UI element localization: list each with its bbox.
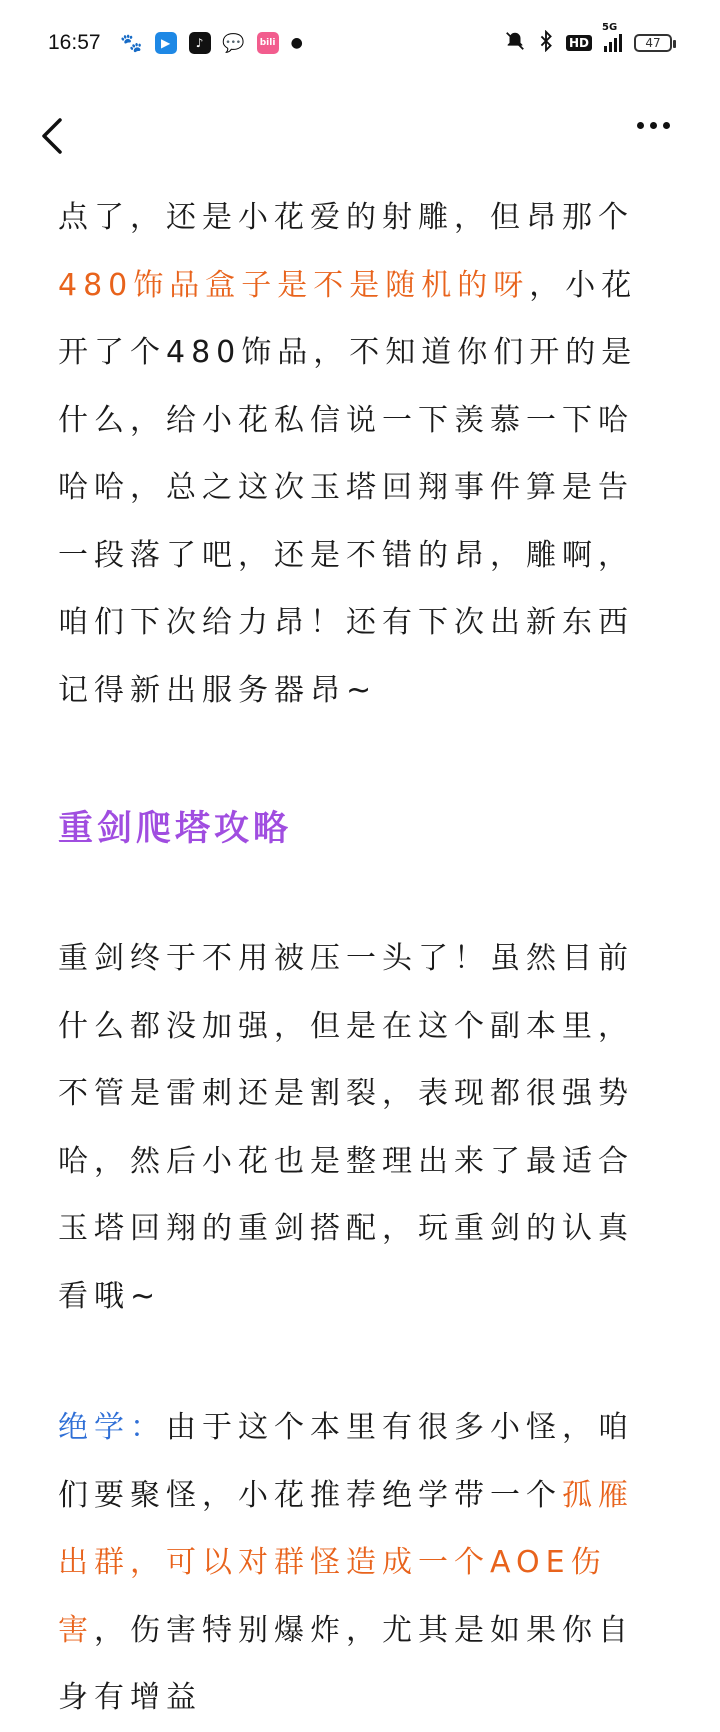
video-app-icon: ▶	[155, 32, 177, 54]
status-time: 16:57	[48, 31, 101, 54]
paragraph-3-text-a: 由于这个本里有很多小怪，咱们要聚怪，小花推荐绝学带一个	[58, 1410, 634, 1513]
more-options-button[interactable]	[637, 122, 670, 129]
baidu-app-icon: 🐾	[120, 32, 143, 54]
paragraph-3-text-b: ，伤害特别爆炸，尤其是如果你自身有增益	[58, 1612, 634, 1715]
article-content	[0, 184, 720, 1732]
bluetooth-icon	[538, 30, 554, 57]
paragraph-3-highlight: 孤雁出群，可以对群怪造成一个AOE伤害	[58, 1477, 634, 1648]
article-paragraph-3	[58, 1394, 662, 1732]
paragraph-3-label: 绝学：	[58, 1410, 166, 1445]
wechat-app-icon: 💬	[222, 32, 245, 54]
battery-icon	[634, 34, 672, 52]
section-heading: 重剑爬塔攻略	[58, 809, 293, 849]
bilibili-app-icon: bili	[257, 32, 279, 54]
article-paragraph-1	[58, 184, 662, 724]
tiktok-app-icon: ♪	[189, 32, 211, 54]
back-button[interactable]	[38, 116, 68, 156]
status-right	[504, 22, 672, 57]
signal-icon	[602, 22, 622, 52]
paragraph-1-highlight: 480饰品盒子是不是随机的呀	[58, 267, 530, 303]
chevron-left-icon	[38, 116, 68, 156]
more-dot-icon	[637, 122, 644, 129]
more-dot-icon	[663, 122, 670, 129]
status-left	[48, 31, 303, 55]
more-notifications-icon: ●	[290, 35, 303, 51]
paragraph-1-text-a: 点了，还是小花爱的射雕，但昂那个	[58, 200, 634, 235]
article-paragraph-2: 重剑终于不用被压一头了！虽然目前什么都没加强，但是在这个副本里，不管是雷刺还是割裂，表现都很强势哈，然后小花也是整理出来了最适合玉塔回翔的重剑搭配，玩重剑的认真看哦~	[58, 941, 634, 1314]
mute-icon	[504, 30, 526, 57]
network-label: 5G	[602, 22, 618, 33]
battery-level: 47	[645, 36, 661, 50]
paragraph-1-text-b: ，小花开了个480饰品，不知道你们开的是什么，给小花私信说一下羡慕一下哈哈哈，总之这次玉塔回翔事件算是告一段落了吧，还是不错的昂，雕啊，咱们下次给力昂！还有下次出新东西记得新出服务器昂~	[58, 267, 638, 708]
status-bar	[0, 0, 720, 86]
nav-bar	[0, 86, 720, 182]
hd-badge: HD	[566, 35, 592, 51]
more-dot-icon	[650, 122, 657, 129]
